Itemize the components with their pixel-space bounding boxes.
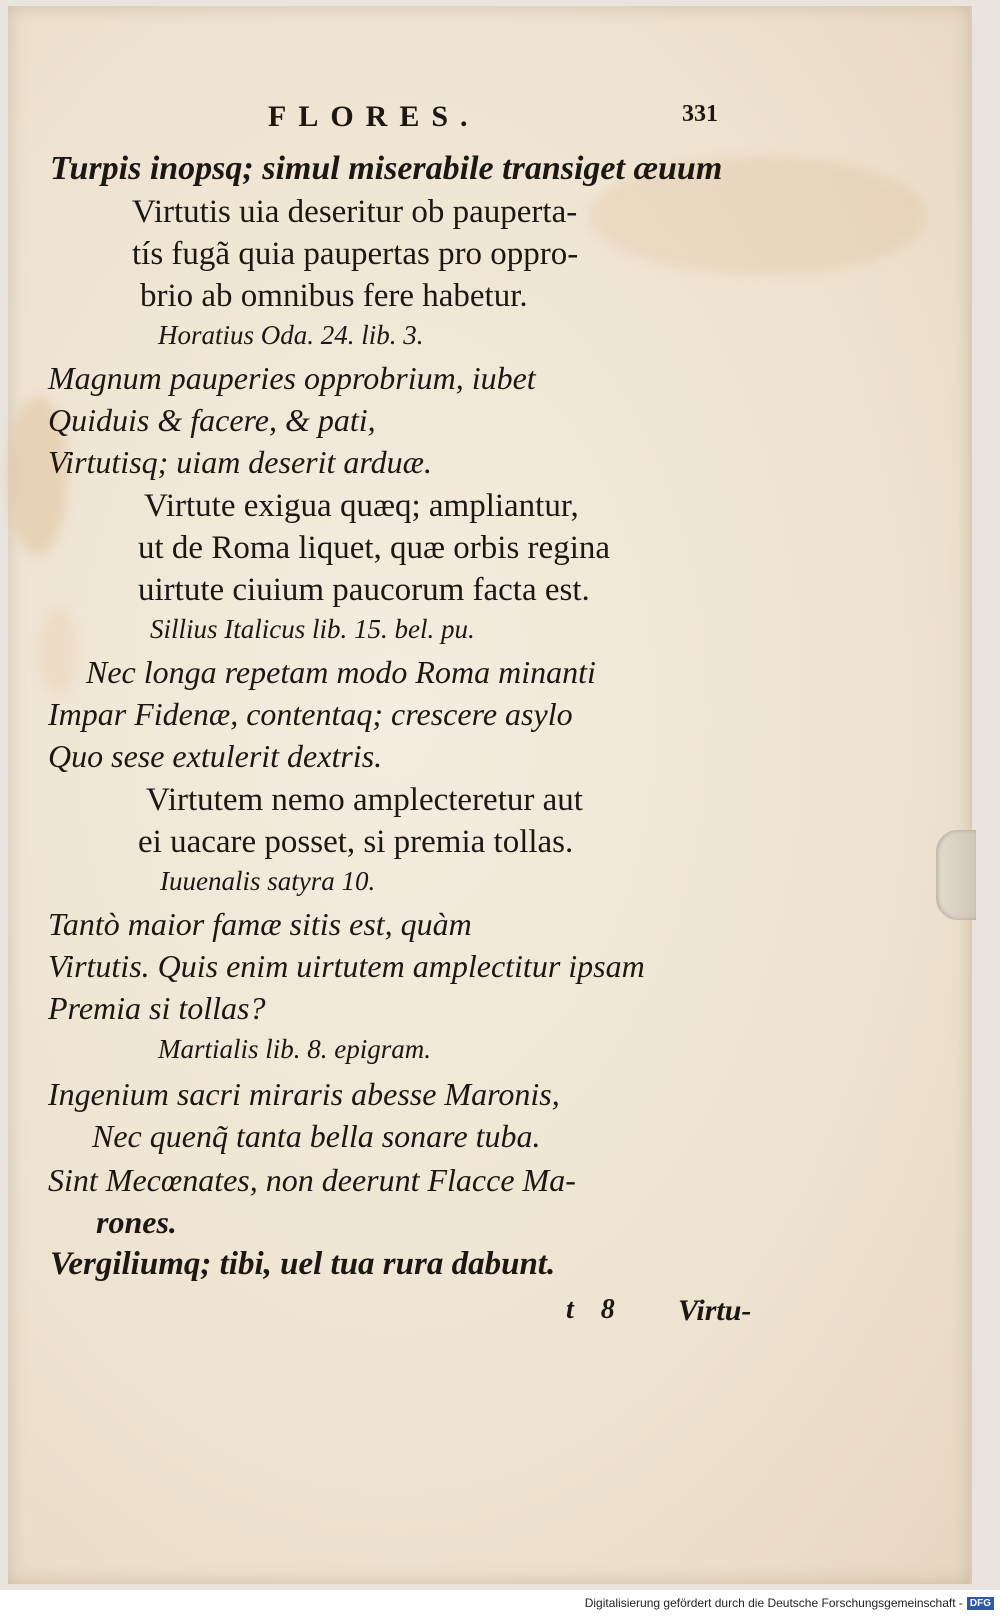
verse-line: Premia si tollas? [48, 990, 266, 1026]
verse-line: Virtutisq; uiam deserit arduæ. [48, 444, 432, 480]
verse-line: Ingenium sacri miraris abesse Maronis, [48, 1076, 560, 1112]
verse-line: rones. [96, 1204, 177, 1240]
verse-line: Vergiliumq; tibi, uel tua rura dabunt. [50, 1246, 556, 1282]
prose-line: Virtutem nemo amplecteretur aut [146, 782, 583, 818]
verse-line: Nec longa repetam modo Roma minanti [86, 654, 596, 690]
running-head: FLORES. [268, 100, 480, 133]
verse-line: Turpis inopsq; simul miserabile transiget æuum [50, 150, 723, 187]
prose-line: ut de Roma liquet, quæ orbis regina [138, 530, 611, 566]
verse-line: Impar Fidenæ, contentaq; crescere asylo [48, 696, 573, 732]
source-citation: Iuuenalis satyra 10. [160, 866, 376, 896]
prose-line: brio ab omnibus fere habetur. [140, 278, 528, 314]
verse-line: Tantò maior famæ sitis est, quàm [48, 906, 472, 942]
prose-line: Virtutis uia deseritur ob pauperta- [132, 194, 578, 230]
prose-line: ei uacare posset, si premia tollas. [138, 824, 574, 860]
verse-line: Sint Mecœnates, non deerunt Flacce Ma- [48, 1162, 576, 1198]
credit-text: Digitalisierung gefördert durch die Deutsche Forschungsgemeinschaft - [584, 1596, 963, 1610]
signature-mark: t 8 [566, 1294, 615, 1325]
dfg-logo-badge: DFG [967, 1597, 994, 1610]
page-number: 331 [682, 101, 718, 127]
prose-line: uirtute ciuium paucorum facta est. [138, 572, 590, 608]
prose-line: tís fugã quia paupertas pro oppro- [132, 236, 579, 272]
source-citation: Martialis lib. 8. epigram. [158, 1034, 432, 1064]
verse-line: Magnum pauperies opprobrium, iubet [48, 360, 536, 396]
catchword: Virtu- [678, 1294, 752, 1327]
verse-line: Quiduis & facere, & pati, [48, 402, 376, 438]
source-citation: Sillius Italicus lib. 15. bel. pu. [150, 614, 475, 644]
verse-line: Virtutis. Quis enim uirtutem amplectitur ipsam [48, 948, 645, 984]
verse-line: Quo sese extulerit dextris. [48, 738, 383, 774]
prose-line: Virtute exigua quæq; ampliantur, [144, 488, 579, 524]
digitization-credit [0, 1596, 994, 1610]
verse-line: Nec quenq̃ tanta bella sonare tuba. [92, 1118, 541, 1154]
source-citation: Horatius Oda. 24. lib. 3. [158, 320, 424, 350]
